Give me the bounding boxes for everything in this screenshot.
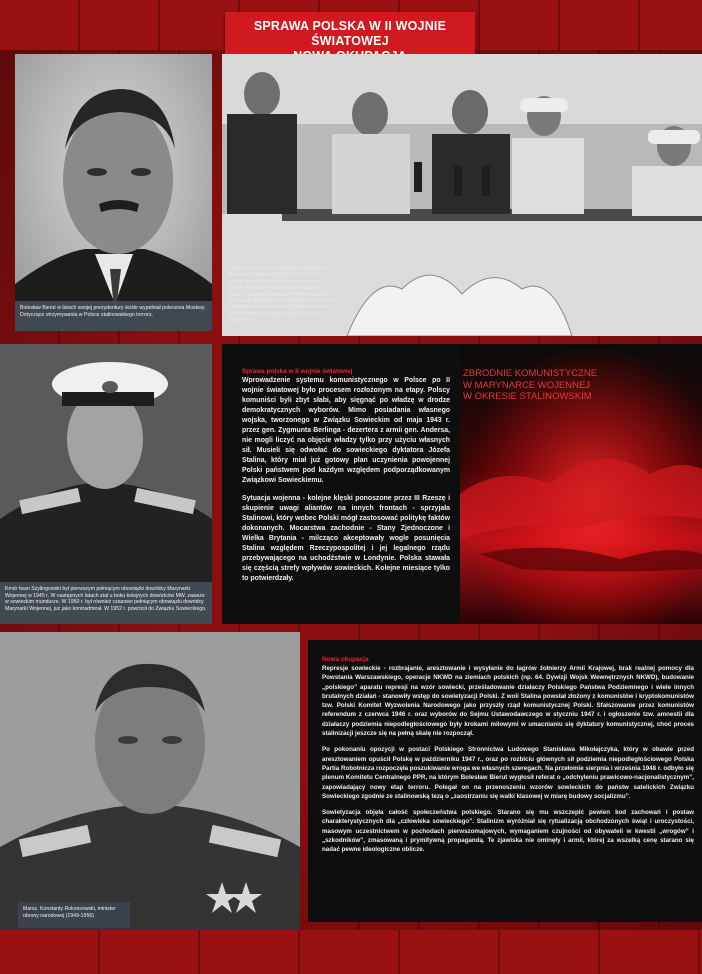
zbrodnie-line-1: ZBRODNIE KOMUNISTYCZNE xyxy=(463,368,598,379)
szylingowski-caption xyxy=(0,582,212,624)
zbrodnie-heading xyxy=(463,368,597,403)
panel1-paragraph-1: Wprowadzenie systemu komunistycznego w Polsce po II wojnie światowej było procesem rozłożonym na etapy. Polscy komuniści byli zbyt słabi, aby sięgnąć po władzę w drodze demokratycznych wyborów. Mimo posiadania własnego wojska, tworzonego w Związku Sowieckim od maja 1943 r. przez gen. Zygmunta Berlinga - dezertera z armii gen. Andersa, nie mogli liczyć na objęcie władzy tylko przy użyciu własnych sił. Musieli się odwołać do sowieckiego dyktatora Józefa Stalina, który miał już gotowy plan uczynienia powojennej Polski państwem pod każdym względem podporządkowanym Związkowi Sowieckiemu. xyxy=(242,377,450,485)
panel1-heading: Sprawa polska w II wojnie światowej xyxy=(242,368,353,375)
gdynia-speech-photo xyxy=(222,54,702,336)
zbrodnie-line-3: W OKRESIE STALINOWSKIM xyxy=(463,391,592,402)
gdynia-caption-text: Przemówienie Bolesława Bieruta na Święcie Marynarki Wojennej w Gdyni, 1955 r. Na zdjęciu m.in. minister obrony narodowej marsz. Konstanty Rokossowski (drugi od prawej) i dowódca Marynarki Wojennej kadm. Aleksandr Winogradow. Postawienie na czele wojska dowódców radzieckich gwarantowało jego posłuszeństwo wobec sowieckich okupantów. xyxy=(228,266,333,324)
text-panel-okupacja xyxy=(308,640,702,922)
gdynia-caption xyxy=(228,266,333,324)
bierut-caption-text: Bolesław Bierut w latach swojej prezydentury ściśle wypełniał polecenia Moskwy. Dotyczące utrzymywania w Polsce stalinowskiego terroru. xyxy=(20,305,206,318)
poster-title xyxy=(225,12,475,54)
rokossowski-portrait-photo xyxy=(0,632,300,930)
panel2-paragraph-3: Sowietyzacja objęła całość społeczeństwa polskiego. Starano się mu wszczepić pewien kod zachowań i postaw charakterystycznych dla „człowieka sowieckiego”. Stalinizm wyróżniał się rytualizacją obchodzonych świąt i uroczystości, masowym uczestnictwem w pochodach pierwszomajowych, wymaganiem czujności od obywateli w kwestii „wrogów” i „szkodników”, zmasowaną i prymitywną propagandą. Te zjawiska nie ominęły i armii, której za wszelką cenę starano się nadać pewne ideologiczne oblicze. xyxy=(322,809,694,854)
szylingowski-portrait-photo xyxy=(0,344,212,624)
bierut-caption xyxy=(15,301,212,331)
panel2-heading: Nowa okupacja xyxy=(322,656,369,663)
szylingowski-caption-text: Kmdr Iwan Szylingowski był pierwszym pełniącym obowiązki dowódcy Marynarki Wojennej w 1945 r. W następnych latach stał u boku kolejnych dowódców MW, zawsze w sowieckim mundurze. W 1950 r. był również czasowo pełniącym obowiązki dowódcy Marynarki Wojennej, już jako kontradmirał. W 1952 r. powrócił do Związku Sowieckiego. xyxy=(5,586,207,612)
bierut-portrait-photo xyxy=(15,54,212,331)
panel2-paragraph-2: Po pokonaniu opozycji w postaci Polskiego Stronnictwa Ludowego Stanisława Mikołajczyka, który w obawie przed aresztowaniem opuścił Polskę w październiku 1947 r., oraz po rozbiciu głównych sił podziemia niepodległościowego Polska Partia Robotnicza rozpoczęła poszukiwanie wroga we własnych szeregach. Na przełomie sierpnia i września 1948 r. odbyło się plenum Komitetu Centralnego PPR, na którym Bolesław Bierut wygłosił referat o „odchyleniu prawicowo-nacjonalistycznym”, zapowiadający nowy etap terroru. Polegał on na przenoszeniu wzorów sowieckich do państw satelickich Związku Sowieckiego zgodnie ze stalinowską tezą o „zaostrzaniu się walki klasowej w miarę budowy socjalizmu”. xyxy=(322,746,694,800)
rokossowski-caption-text: Marsz. Konstanty Rokossowski, minister obrony narodowej (1949-1956) xyxy=(23,906,116,919)
rokossowski-caption xyxy=(18,902,130,928)
text-panel-wojna xyxy=(222,344,460,624)
panel2-paragraph-1: Represje sowieckie - rozbrajanie, aresztowanie i wysyłanie do łagrów żołnierzy Armii Krajowej, brak realnej pomocy dla Powstania Warszawskiego, operacje NKWD na ziemiach polskich (np. 64. Dywizji Wojsk Wewnętrznych NKWD), budowanie „polskiego” aparatu represji na wzór sowiecki, prześladowanie działaczy Polskiego Państwa Podziemnego i wiele innych brutalnych działań - stanowiły wstęp do sowietyzacji Polski. Z woli Stalina powstał złożony z komunistów i kryptokomunistów tzw. Polski Komitet Wyzwolenia Narodowego jako przyszły rząd komunistycznej Polski. Sfałszowanie przez komunistów referendum z czerwca 1946 r. oraz wyborów do Sejmu Ustawodawczego w styczniu 1947 r. i ogłoszenie tzw. amnestii dla działaczy podziemia niepodległościowego były krokami milowymi w umacnianiu się dyktatury komunistycznej, choć proces stalinizacji jeszcze się na pełną skalę nie rozpoczął. xyxy=(322,665,694,738)
panel1-paragraph-2: Sytuacja wojenna - kolejne klęski ponoszone przez III Rzeszę i skupienie uwagi aliantów na innych frontach - sprzyjała Stalinowi, który wobec Polski mógł zastosować politykę faktów dokonanych. Mocarstwa zachodnie - Stany Zjednoczone i Wielka Brytania - milcząco akceptowały wogle posunięcia Stalina względem Rzeczypospolitej i jej legalnego rządu przebywającego na uchodźstwie w Londynie. Polska stawała się częścią strefy wpływów sowieckich. Kolejne miesiące tylko to potwierdzały. xyxy=(242,494,450,582)
bottom-decorative-bar xyxy=(0,930,702,974)
title-line-1: SPRAWA POLSKA W II WOJNIE ŚWIATOWEJ xyxy=(253,19,447,48)
zbrodnie-line-2: W MARYNARCE WOJENNEJ xyxy=(463,379,591,391)
